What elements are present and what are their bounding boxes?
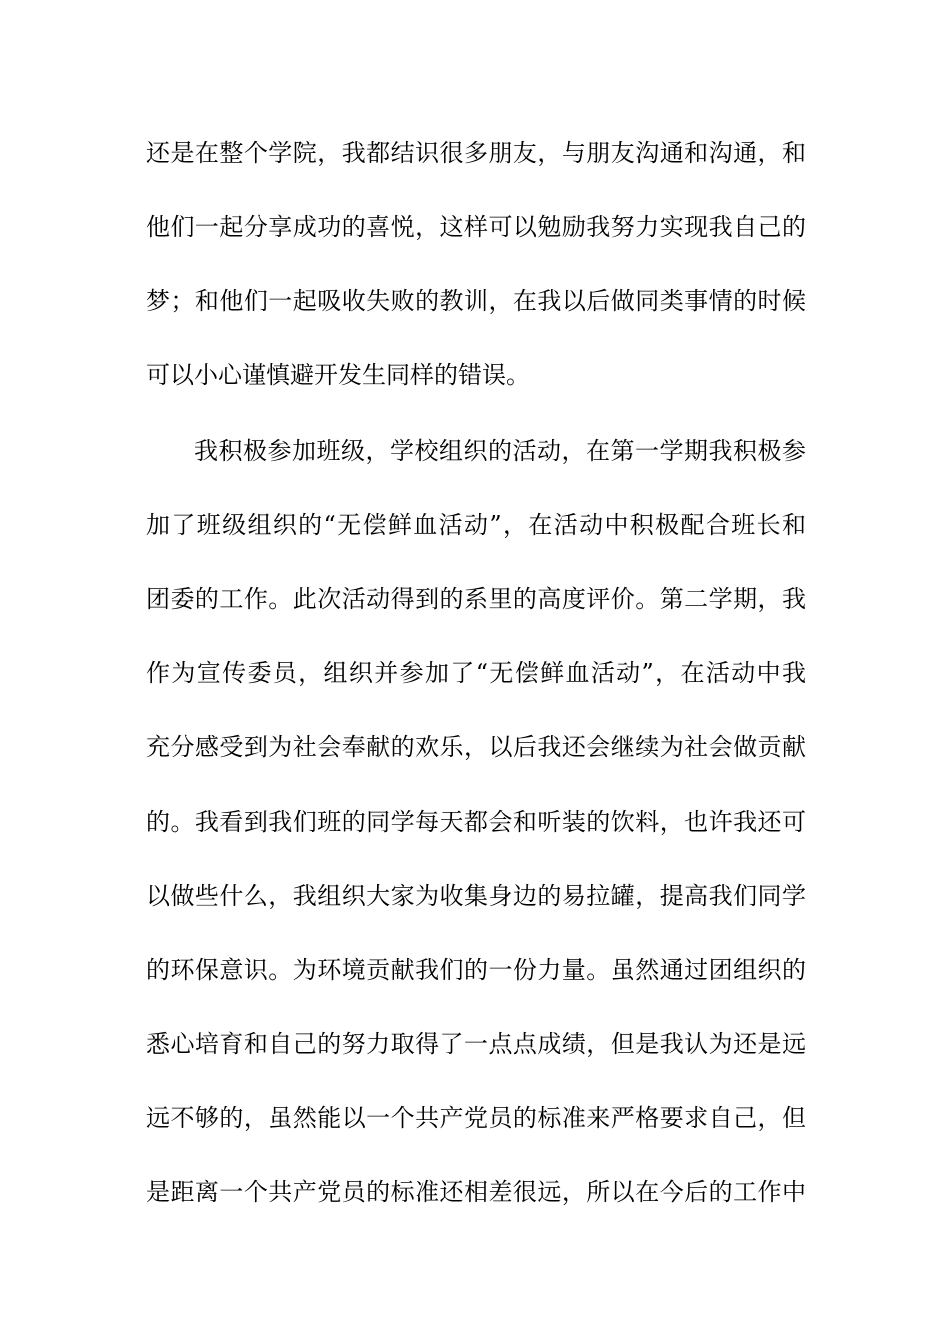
paragraph-2-line-2: 加了班级组织的“无偿鲜血活动”，在活动中积极配合班长和 xyxy=(146,511,806,539)
paragraph-2-line-1: 我积极参加班级，学校组织的活动，在第一学期我积极参 xyxy=(194,437,806,465)
paragraph-2-line-10: 远不够的，虽然能以一个共产党员的标准来严格要求自己，但 xyxy=(146,1104,806,1132)
paragraph-2-line-9: 悉心培育和自己的努力取得了一点点成绩，但是我认为还是远 xyxy=(146,1030,806,1058)
paragraph-1-line-2: 他们一起分享成功的喜悦，这样可以勉励我努力实现我自己的 xyxy=(146,213,806,241)
paragraph-2-line-7: 以做些什么，我组织大家为收集身边的易拉罐，提高我们同学 xyxy=(146,882,806,910)
paragraph-2-line-5: 充分感受到为社会奉献的欢乐，以后我还会继续为社会做贡献 xyxy=(146,733,806,761)
paragraph-1-line-3: 梦；和他们一起吸收失败的教训，在我以后做同类事情的时候 xyxy=(146,287,806,315)
paragraph-2-line-4: 作为宣传委员，组织并参加了“无偿鲜血活动”，在活动中我 xyxy=(146,659,806,687)
paragraph-1-line-4: 可以小心谨慎避开发生同样的错误。 xyxy=(146,361,530,389)
paragraph-2-line-8: 的环保意识。为环境贡献我们的一份力量。虽然通过团组织的 xyxy=(146,956,806,984)
paragraph-1-line-1: 还是在整个学院，我都结识很多朋友，与朋友沟通和沟通，和 xyxy=(146,139,806,167)
paragraph-2-line-6: 的。我看到我们班的同学每天都会和听装的饮料，也许我还可 xyxy=(146,808,806,836)
paragraph-2-line-11: 是距离一个共产党员的标准还相差很远，所以在今后的工作中 xyxy=(146,1178,806,1206)
paragraph-2-line-3: 团委的工作。此次活动得到的系里的高度评价。第二学期，我 xyxy=(146,585,806,613)
